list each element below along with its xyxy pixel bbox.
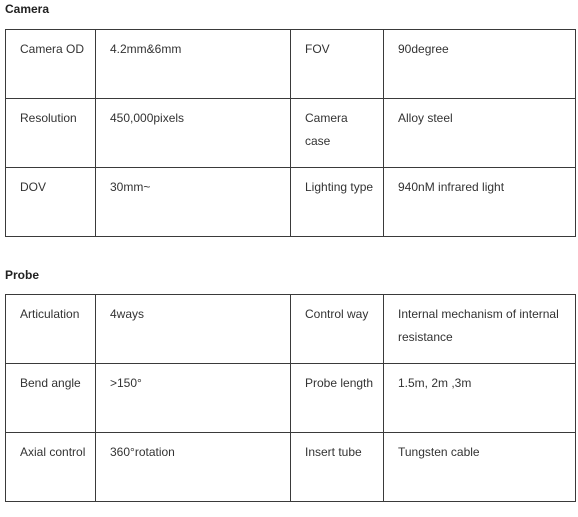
table-row xyxy=(6,295,576,364)
camera-spec-table xyxy=(5,29,576,237)
spec-label: Axial control xyxy=(6,433,96,502)
spec-label: Resolution xyxy=(6,99,96,168)
spec-value: Internal mechanism of internal resistance xyxy=(384,295,576,364)
spec-label: Camera case xyxy=(291,99,384,168)
spec-value: Alloy steel xyxy=(384,99,576,168)
table-row xyxy=(6,433,576,502)
table-row xyxy=(6,168,576,237)
spec-label: Probe length xyxy=(291,364,384,433)
spec-label: FOV xyxy=(291,30,384,99)
spec-value: 360°rotation xyxy=(96,433,291,502)
probe-section-title: Probe xyxy=(5,268,40,282)
probe-spec-table xyxy=(5,294,576,502)
spec-label: Control way xyxy=(291,295,384,364)
spec-label: Camera OD xyxy=(6,30,96,99)
camera-section-title: Camera xyxy=(5,2,50,16)
spec-value: >150° xyxy=(96,364,291,433)
spec-label: Insert tube xyxy=(291,433,384,502)
spec-label: Articulation xyxy=(6,295,96,364)
spec-value: 30mm~ xyxy=(96,168,291,237)
table-row xyxy=(6,99,576,168)
spec-value: 90degree xyxy=(384,30,576,99)
spec-value: 4.2mm&6mm xyxy=(96,30,291,99)
spec-label: Lighting type xyxy=(291,168,384,237)
spec-value: 4ways xyxy=(96,295,291,364)
spec-value: 450,000pixels xyxy=(96,99,291,168)
spec-label: Bend angle xyxy=(6,364,96,433)
table-row xyxy=(6,30,576,99)
spec-label: DOV xyxy=(6,168,96,237)
spec-value: Tungsten cable xyxy=(384,433,576,502)
table-row xyxy=(6,364,576,433)
spec-value: 1.5m, 2m ,3m xyxy=(384,364,576,433)
spec-value: 940nM infrared light xyxy=(384,168,576,237)
